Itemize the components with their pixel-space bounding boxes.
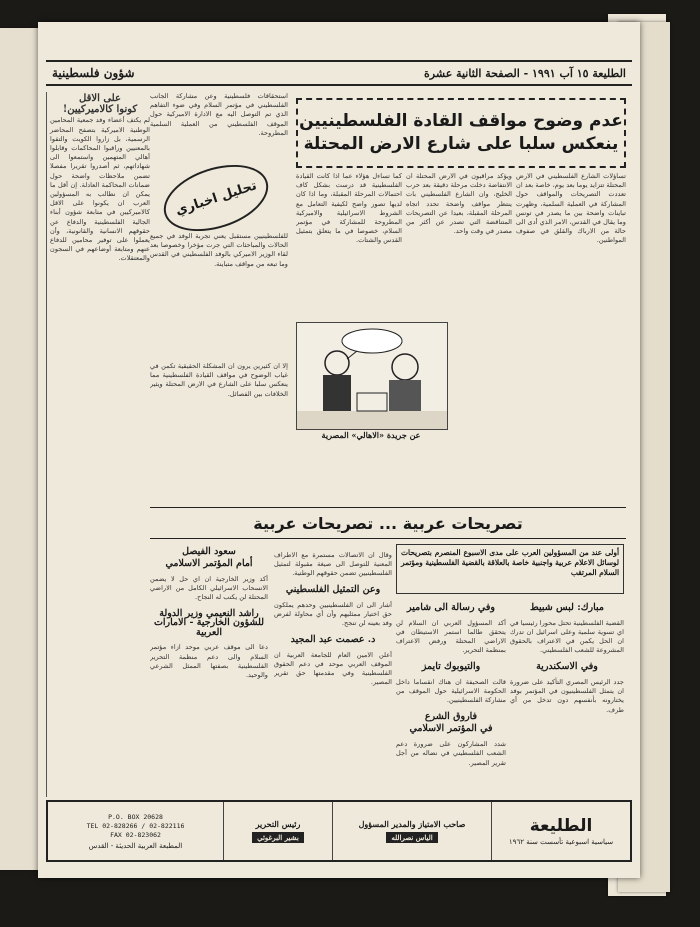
- article-text-b: ويؤكد مراقبون في الارض المحتلة ان الانتفاضة دخلت مرحلة دقيقة بعد حرب الخليج، وان الشارع الفلسطيني بات ينتظر مواقف واضحة تحدد اتجاه المرحلة المقبلة، بعيدا عن التصريحات المتناقضة التي تصدر عن أكثر من مصدر في وقت واحد.: [406, 172, 512, 236]
- c3-body-1: أكد المسؤول العربي ان السلام لن يتحقق طالما استمر الاستيطان في الاراضي المحتلة ورفض الاعتراف بمنظمة التحرير.: [396, 618, 506, 655]
- bottom-column-3: [396, 600, 506, 794]
- c1-body-1: أكد وزير الخارجية ان اي حل لا يضمن الانسحاب الاسرائيلي الكامل من الاراضي المحتلة لن يكتب له النجاح.: [150, 575, 268, 602]
- c3-body-4: شدد المشاركون على ضرورة دعم الشعب الفلسطيني في نضاله من أجل تقرير المصير.: [396, 740, 506, 767]
- article-text-c: تساؤلات الشارع الفلسطيني في الارض المحتلة تتزايد يوما بعد يوم، خاصة بعد ان تعددت التصريحات والمواقف حول المشاركة في العملية السلمية، وظهرت تباينات واضحة بين ما يصدر في تونس وما يقال في القدس، الامر الذي أدى الى حالة من الارباك والقلق في صفوف المواطنين.: [516, 172, 626, 245]
- analysis-para-2: للفلسطينيين مستقبل يعني تجربة الوفد في جميع الحالات والمباحثات التي جرت مؤخرا وخصوصا بعد لقاء الوزير الاميركي بالوفد الفلسطيني في القدس وما تبعه من مواقف متباينة.: [150, 232, 288, 268]
- cartoon-image: [296, 322, 448, 430]
- address-line-2: TEL 02-828266 / 02-822116: [86, 821, 185, 830]
- left-column: [46, 92, 150, 797]
- left-column-title-1: على الاقل: [79, 93, 121, 104]
- c4-title-1: مبارك: لبس شبيط: [530, 602, 604, 613]
- c1-title-2: أمام المؤتمر الاسلامي: [165, 558, 253, 570]
- intro-quote-box: أولى عند من المسؤولين العرب على مدى الاسبوع المنصرم بتصريحات لوسائل الاعلام عربية واجنبية خاصة بالعلاقة بالقضية الفلسطينية ومؤتمر السلام المرتقب: [396, 544, 624, 594]
- left-column-title-2: كونوا كالاميركيين!: [62, 104, 138, 116]
- newspaper-name: الطليعة: [529, 816, 593, 836]
- c2-body-1: وقال ان الاتصالات مستمرة مع الاطراف المعنية للتوصل الى صيغة مقبولة لتمثيل الفلسطينيين تضمن حقوقهم الوطنية.: [274, 550, 392, 577]
- page-header: [46, 60, 632, 86]
- footer-editor-cell: [223, 802, 332, 860]
- bottom-column-4: [510, 600, 624, 794]
- analysis-column-middle: [150, 232, 288, 352]
- headline-line-2: ينعكس سلبا على شارع الارض المحتلة: [303, 134, 619, 154]
- footer-name-cell: [491, 802, 630, 860]
- analysis-oval-label: تحليل اخباري: [155, 153, 276, 243]
- newspaper-page: [38, 22, 640, 878]
- printer-name: المطبعة العربية الحديثة - القدس: [88, 841, 183, 850]
- editor-role: رئيس التحرير: [255, 819, 301, 829]
- footer-contact-cell: [48, 802, 223, 860]
- cartoon-drawing: [297, 323, 447, 429]
- section-title: شؤون فلسطينية: [52, 66, 135, 80]
- c2-body-3: أعلن الامين العام للجامعة العربية ان الموقف العربي موحد في دعم الحقوق الفلسطينية وفي مقدمتها حق تقرير المصير.: [274, 650, 392, 687]
- c2-title-1: وعن التمثيل الفلسطيني: [285, 583, 381, 595]
- owner-name: الياس نصرالله: [386, 832, 437, 843]
- bottom-column-1: [150, 544, 268, 794]
- address-line-3: FAX 02-823062: [110, 830, 161, 839]
- footer-owner-cell: [332, 802, 491, 860]
- footer-masthead: [46, 800, 632, 862]
- c4-title-2: وفي الاسكندرية: [536, 661, 598, 673]
- bottom-column-2: [274, 544, 392, 794]
- c2-title-2: د. عصمت عبد المجيد: [290, 633, 376, 645]
- analysis-para-1: استحقاقات فلسطينية وعن مشاركة الجانب الفلسطيني في مؤتمر السلام وفي ضوء التفاهم الذي تم التوصل اليه مع الادارة الاميركية حول الموقف الفلسطيني من العملية السلمية المطروحة.: [150, 92, 288, 137]
- cartoon-caption: عن جريدة «الاهالي» المصرية: [321, 430, 421, 440]
- c3-title-4: في المؤتمر الاسلامي: [409, 723, 493, 735]
- analysis-column-bottom: [150, 362, 288, 502]
- analysis-para-3: إلا ان كثيرين يرون ان المشكلة الحقيقية تكمن في غياب الوضوح في مواقف القيادة الفلسطينية مما ينعكس سلبا على الشارع في الارض المحتلة ويثير الخلافات بين الفصائل.: [150, 362, 288, 398]
- owner-role: صاحب الامتياز والمدير المسؤول: [358, 819, 466, 829]
- headline-line-1: عدم وضوح مواقف القادة الفلسطينيين: [299, 111, 623, 132]
- c3-title-2: والتيوبوك تايمز: [421, 661, 481, 673]
- c1-title-3: راشد النعيمي وزير الدولة للشؤون الخارجية - الامارات العربية: [153, 608, 265, 638]
- editor-name: بشير البرغوثي: [252, 832, 304, 843]
- issue-line: الطليعة ١٥ آب ١٩٩١ - الصفحة الثانية عشرة: [424, 66, 626, 80]
- newspaper-tagline: سياسية اسبوعية تأسست سنة ١٩٦٢: [508, 838, 614, 846]
- address-line-1: P.O. BOX 20628: [108, 812, 163, 821]
- main-headline: [296, 98, 626, 168]
- c2-body-2: أشار الى ان الفلسطينيين وحدهم يملكون حق اختيار ممثليهم وأن أي محاولة لفرض وفد بعينه لن تنجح.: [274, 600, 392, 627]
- arab-statements-banner: تصريحات عربية ... تصريحات عربية: [150, 507, 626, 539]
- article-column-c: [516, 172, 626, 502]
- left-column-body: لم يكتف أعضاء وفد جمعية المحامين الوطنية الاميركية بتصفح المحاضر الرسمية، بل زاروا الكويت والتقوا بالمعنيين وراقبوا المحاكمات وقابلوا أهالي المتهمين واستمعوا الى شهاداتهم، ثم أصدروا تقريرا مفصلا تضمن ملاحظات واضحة حول ضمانات المحاكمة العادلة. إن أقل ما يمكن ان نطالب به المسؤولين العرب ان يكونوا على الاقل كالاميركيين في متابعة شؤون أبناء الجالية الفلسطينية والدفاع عن حقوقهم الانسانية والقانونية، وأن يعملوا على توفير محامين للدفاع عنهم ومتابعة أوضاعهم في السجون والمعتقلات.: [50, 116, 150, 263]
- c1-title-1: سعود الفيصل: [182, 546, 236, 557]
- c3-title-1: وفي رسالة الى شامير: [407, 602, 495, 613]
- paper-stack-left: [0, 28, 40, 870]
- c4-body-2: جدد الرئيس المصري التأكيد على ضرورة ان يتمثل الفلسطينيون في المؤتمر بوفد يختارونه بأنفسهم دون تدخل من أي طرف.: [510, 678, 624, 714]
- c3-title-3: فاروق الشرع: [424, 711, 478, 723]
- c3-body-2: قالت الصحيفة ان هناك انقساما داخل الحكومة الاسرائيلية حول الموقف من مشاركة الفلسطينيين.: [396, 678, 506, 705]
- article-text-a: كما تساءل هؤلاء عما اذا كانت القيادة الفلسطينية قد درست بشكل كاف احتمالات المرحلة المقبلة، وما اذا كان لديها تصور واضح لكيفية التعامل مع الشروط الاسرائيلية والاميركية المطروحة للمشاركة في مؤتمر السلام، خصوصا في ما يتعلق بتمثيل القدس والشتات.: [296, 172, 402, 245]
- c4-body-1: القضية الفلسطينية تحتل محورا رئيسيا في اي تسوية سلمية وعلى اسرائيل ان تدرك ان الحل يكمن في الاعتراف بالحقوق المشروعة للشعب الفلسطيني.: [510, 618, 624, 655]
- c1-body-2: دعا الى موقف عربي موحد ازاء مؤتمر السلام والى دعم منظمة التحرير الفلسطينية بصفتها الممثل الشرعي والوحيد.: [150, 643, 268, 680]
